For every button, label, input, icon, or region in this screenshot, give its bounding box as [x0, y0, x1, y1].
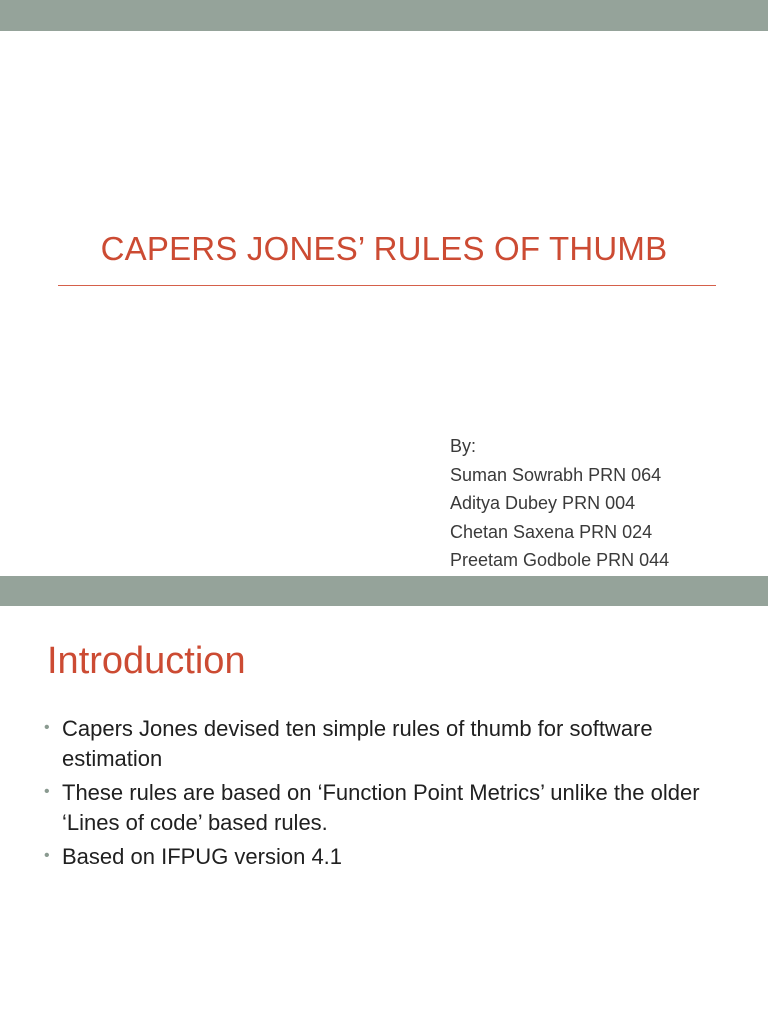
bullet-text: Based on IFPUG version 4.1 [62, 844, 343, 869]
author-item: Chetan Saxena PRN 024 [450, 521, 653, 542]
bullet-item [44, 842, 724, 872]
bullet-item [44, 714, 724, 774]
top-header-bar [0, 0, 768, 31]
author-item: Suman Sowrabh PRN 064 [450, 464, 662, 485]
bullet-icon: • [44, 719, 50, 736]
introduction-heading: Introduction [47, 640, 246, 682]
bullet-text: These rules are based on ‘Function Point Metrics’ unlike the older ‘Lines of code’ based rules. [62, 780, 700, 835]
slide-title: CAPERS JONES’ RULES OF THUMB [100, 230, 668, 267]
authors-list [450, 432, 669, 575]
bullet-icon: • [44, 783, 50, 800]
title-underline [58, 285, 716, 286]
bullet-icon: • [44, 847, 50, 864]
bullet-item [44, 778, 724, 838]
author-item: Aditya Dubey PRN 004 [450, 493, 636, 513]
authors-by-label: By: [450, 436, 477, 456]
author-item: Preetam Godbole PRN 044 [450, 550, 670, 570]
bullet-text: Capers Jones devised ten simple rules of thumb for software estimation [62, 716, 653, 771]
introduction-bullets [44, 714, 724, 876]
slide-separator-bar [0, 576, 768, 606]
